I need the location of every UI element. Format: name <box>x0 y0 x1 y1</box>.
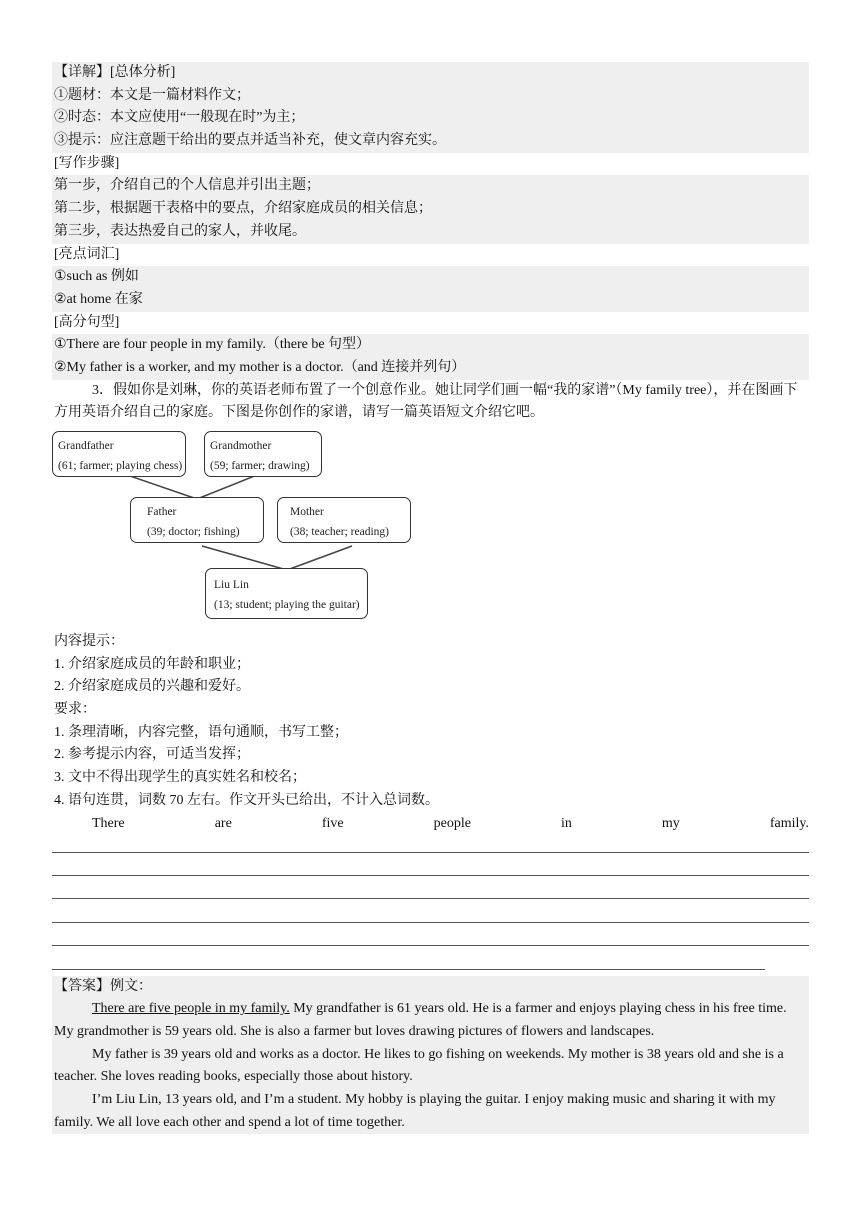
steps-heading: [写作步骤] <box>54 155 120 171</box>
answer-section <box>52 976 809 1135</box>
answer-opening-underlined: There are five people in my family. <box>92 1001 290 1017</box>
requirement-item: 3. 文中不得出现学生的真实姓名和校名； <box>54 770 306 786</box>
node-name: Grandfather <box>58 440 114 453</box>
requirement-item: 1. 条理清晰，内容完整，语句通顺，书写工整； <box>54 724 348 740</box>
vocab-heading: [亮点词汇] <box>54 246 120 262</box>
answer-paragraph-2: My father is 39 years old and works as a doctor. He likes to go fishing on weekends. My mother is 38 years old and she is a teacher. She loves reading books, especially those about history. <box>54 1046 784 1085</box>
father-node <box>130 497 264 543</box>
answer-heading: 【答案】例文： <box>54 978 152 994</box>
answer-paragraph-3: I’m Liu Lin, 13 years old, and I’m a student. My hobby is playing the guitar. I enjoy making music and sharing it with my family. We all love each other and spend a lot of time together. <box>54 1092 776 1130</box>
opening-word: in <box>560 815 572 831</box>
node-name: Liu Lin <box>214 579 249 592</box>
sentence-item: ①There are four people in my family.（there be 句型） <box>52 334 809 357</box>
hint-item: 1. 介绍家庭成员的年龄和职业； <box>54 656 250 672</box>
hint-item: 2. 介绍家庭成员的兴趣和爱好。 <box>54 679 250 695</box>
step-item: 第三步，表达热爱自己的家人，并收尾。 <box>52 221 809 244</box>
analysis-point: ①题材：本文是一篇材料作文； <box>52 85 809 108</box>
blank-line <box>52 853 809 876</box>
blank-line <box>52 876 809 899</box>
answer-p1-text: My grandfather is 61 years old. He is a farmer and enjoys playing chess in his free time. My grandmother is 59 years old. She is also a farmer but loves drawing pictures of flowers and landscapes. <box>54 1001 787 1039</box>
grandfather-node <box>52 431 186 477</box>
opening-word: There <box>92 815 125 831</box>
grandmother-node <box>204 431 322 477</box>
blank-line <box>52 899 809 922</box>
requirement-item: 4. 语句连贯，词数 70 左右。作文开头已给出，不计入总词数。 <box>54 792 439 808</box>
node-name: Father <box>147 506 177 519</box>
analysis-point: ③提示：应注意题干给出的要点并适当补充，使文章内容充实。 <box>52 130 809 153</box>
analysis-heading: 【详解】[总体分析] <box>52 62 809 85</box>
opening-word: people <box>433 815 471 831</box>
node-name: Mother <box>290 506 324 519</box>
node-info: (39; doctor; fishing) <box>147 526 240 539</box>
node-info: (59; farmer; drawing) <box>210 460 310 473</box>
mother-node <box>277 497 411 543</box>
node-info: (38; teacher; reading) <box>290 526 389 539</box>
document-page <box>52 62 809 1134</box>
node-info: (13; student; playing the guitar) <box>214 599 360 612</box>
hints-heading: 内容提示： <box>54 634 124 650</box>
opening-word: are <box>214 815 232 831</box>
blank-line <box>52 946 765 969</box>
node-name: Grandmother <box>210 440 272 453</box>
question-prompt: 3．假如你是刘琳，你的英语老师布置了一个创意作业。她让同学们画一幅“我的家谱”（My family tree），并在图画下方用英语介绍自己的家庭。下图是你创作的家谱，请写一篇英语短文介绍它吧。 <box>54 382 798 421</box>
vocab-item: ②at home 在家 <box>52 289 809 312</box>
opening-word: five <box>321 815 344 831</box>
analysis-point: ②时态：本文应使用“一般现在时”为主； <box>52 107 809 130</box>
answer-blank-lines <box>52 829 809 969</box>
step-item: 第二步，根据题干表格中的要点，介绍家庭成员的相关信息； <box>52 198 809 221</box>
child-node <box>205 568 368 619</box>
blank-line <box>52 829 809 852</box>
requirements-heading: 要求： <box>54 702 96 718</box>
node-info: (61; farmer; playing chess) <box>58 460 183 473</box>
opening-word: family. <box>769 815 809 831</box>
requirement-item: 2. 参考提示内容，可适当发挥； <box>54 747 250 763</box>
answer-paragraph-1 <box>52 998 809 1043</box>
blank-line <box>52 923 809 946</box>
step-item: 第一步，介绍自己的个人信息并引出主题； <box>52 175 809 198</box>
family-tree-diagram <box>52 431 452 629</box>
vocab-item: ①such as 例如 <box>52 266 809 289</box>
sentence-item: ②My father is a worker, and my mother is a doctor.（and 连接并列句） <box>52 357 809 380</box>
sentences-heading: [高分句型] <box>54 314 120 330</box>
opening-word: my <box>661 815 680 831</box>
